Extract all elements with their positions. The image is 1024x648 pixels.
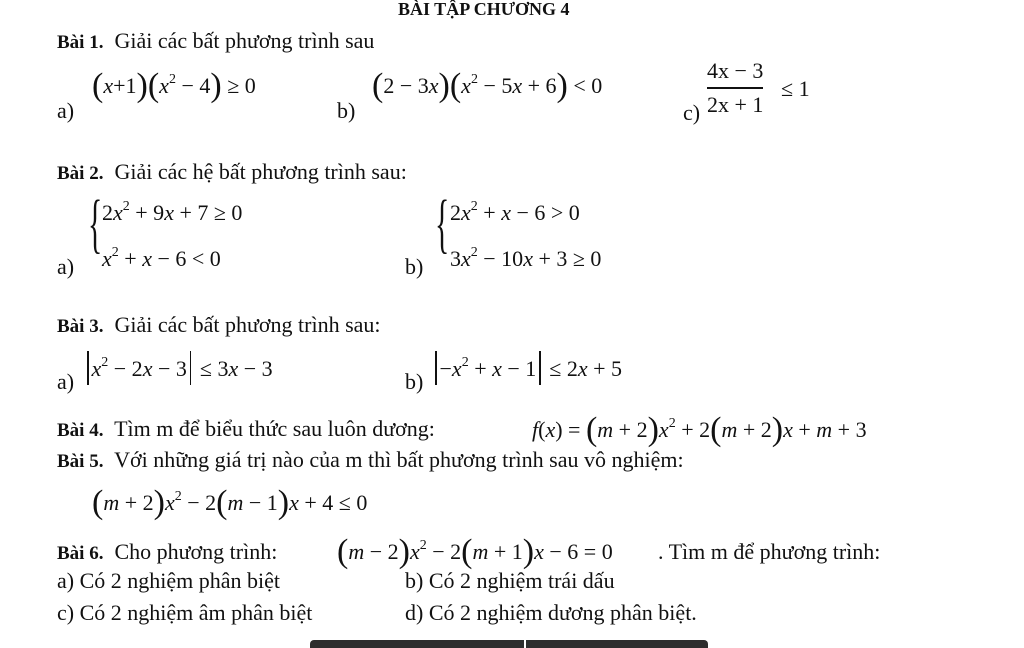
- bai1-c-label: c): [683, 100, 701, 125]
- bai2-b-brace: {: [435, 187, 450, 260]
- bai3-label: Bài 3.: [57, 316, 104, 337]
- bai6-text-after: . Tìm m để phương trình:: [658, 539, 881, 564]
- bai2-b-line2: $3x^2 - 10x + 3 \ge 0$: [450, 245, 602, 271]
- bai1-a-label: a): [57, 98, 75, 123]
- bai3-a-label: a): [57, 369, 75, 394]
- bai5-text: Với những giá trị nào của m thì bất phương trình sau vô nghiệm:: [114, 447, 684, 472]
- bai2-label: Bài 2.: [57, 163, 104, 184]
- bai1-b-expression: $(2 - 3x)(x^2 - 5x + 6) < 0$: [372, 67, 603, 104]
- bai2-a-line1: $2x^2 + 9x + 7 \ge 0$: [102, 199, 243, 225]
- bai1-a-expression: $(x+1)(x^2 - 4) \ge 0$: [92, 67, 256, 104]
- bai1-c-numerator: 4x − 3: [707, 58, 764, 83]
- bai6-text: Cho phương trình:: [114, 539, 278, 564]
- bai3-text: Giải các bất phương trình sau:: [114, 312, 381, 337]
- bai5-expression: $(m + 2)x^2 - 2(m - 1)x + 4 \le 0$: [92, 484, 368, 521]
- bai4-label: Bài 4.: [57, 420, 104, 441]
- bai3-heading: [57, 314, 381, 336]
- bai2-heading: [57, 161, 407, 183]
- bai6-heading: [57, 541, 277, 563]
- bai1-c-denominator: 2x + 1: [707, 91, 764, 117]
- bai3-b-label: b): [405, 369, 424, 394]
- bai1-c-fraction: [707, 58, 763, 118]
- scrollbar-divider: [524, 640, 526, 648]
- bai4-expression: $f(x) = (m + 2)x^2 + 2(m + 2)x + m + 3$: [532, 411, 867, 448]
- fraction-bar: [707, 87, 763, 89]
- bai6-option-d: d) Có 2 nghiệm dương phân biệt.: [405, 600, 697, 625]
- bai2-a-label: a): [57, 254, 75, 279]
- bai5-label: Bài 5.: [57, 451, 104, 472]
- bai2-a-line2: $x^2 + x - 6 < 0$: [102, 245, 221, 271]
- bai2-b-label: b): [405, 254, 424, 279]
- bai6-equation: $(m - 2)x^2 - 2(m + 1)x - 6 = 0$: [337, 533, 613, 570]
- bai4-text: Tìm m để biểu thức sau luôn dương:: [114, 416, 435, 441]
- bai1-text: Giải các bất phương trình sau: [114, 28, 375, 53]
- bai6-label: Bài 6.: [57, 543, 104, 564]
- bai4-heading: [57, 418, 435, 440]
- bai6-option-a: a) Có 2 nghiệm phân biệt: [57, 568, 281, 593]
- bai1-heading: [57, 30, 374, 52]
- bai1-label: Bài 1.: [57, 32, 104, 53]
- bai1-c-rhs: ≤ 1: [781, 76, 810, 101]
- bai2-b-line1: $2x^2 + x - 6 > 0$: [450, 199, 580, 225]
- bai6-option-b: b) Có 2 nghiệm trái dấu: [405, 568, 615, 593]
- bai1-b-label: b): [337, 98, 356, 123]
- bai2-a-brace: {: [88, 187, 103, 260]
- bai2-text: Giải các hệ bất phương trình sau:: [114, 159, 407, 184]
- page-title: BÀI TẬP CHƯƠNG 4: [398, 0, 570, 19]
- bottom-scrollbar[interactable]: [310, 640, 708, 648]
- bai5-heading: [57, 449, 684, 471]
- bai6-option-c: c) Có 2 nghiệm âm phân biệt: [57, 600, 313, 625]
- bai3-a-expression: $x^2 - 2x - 3 \le 3x - 3$: [84, 354, 273, 388]
- bai3-b-expression: $-x^2 + x - 1 \le 2x + 5$: [432, 354, 622, 388]
